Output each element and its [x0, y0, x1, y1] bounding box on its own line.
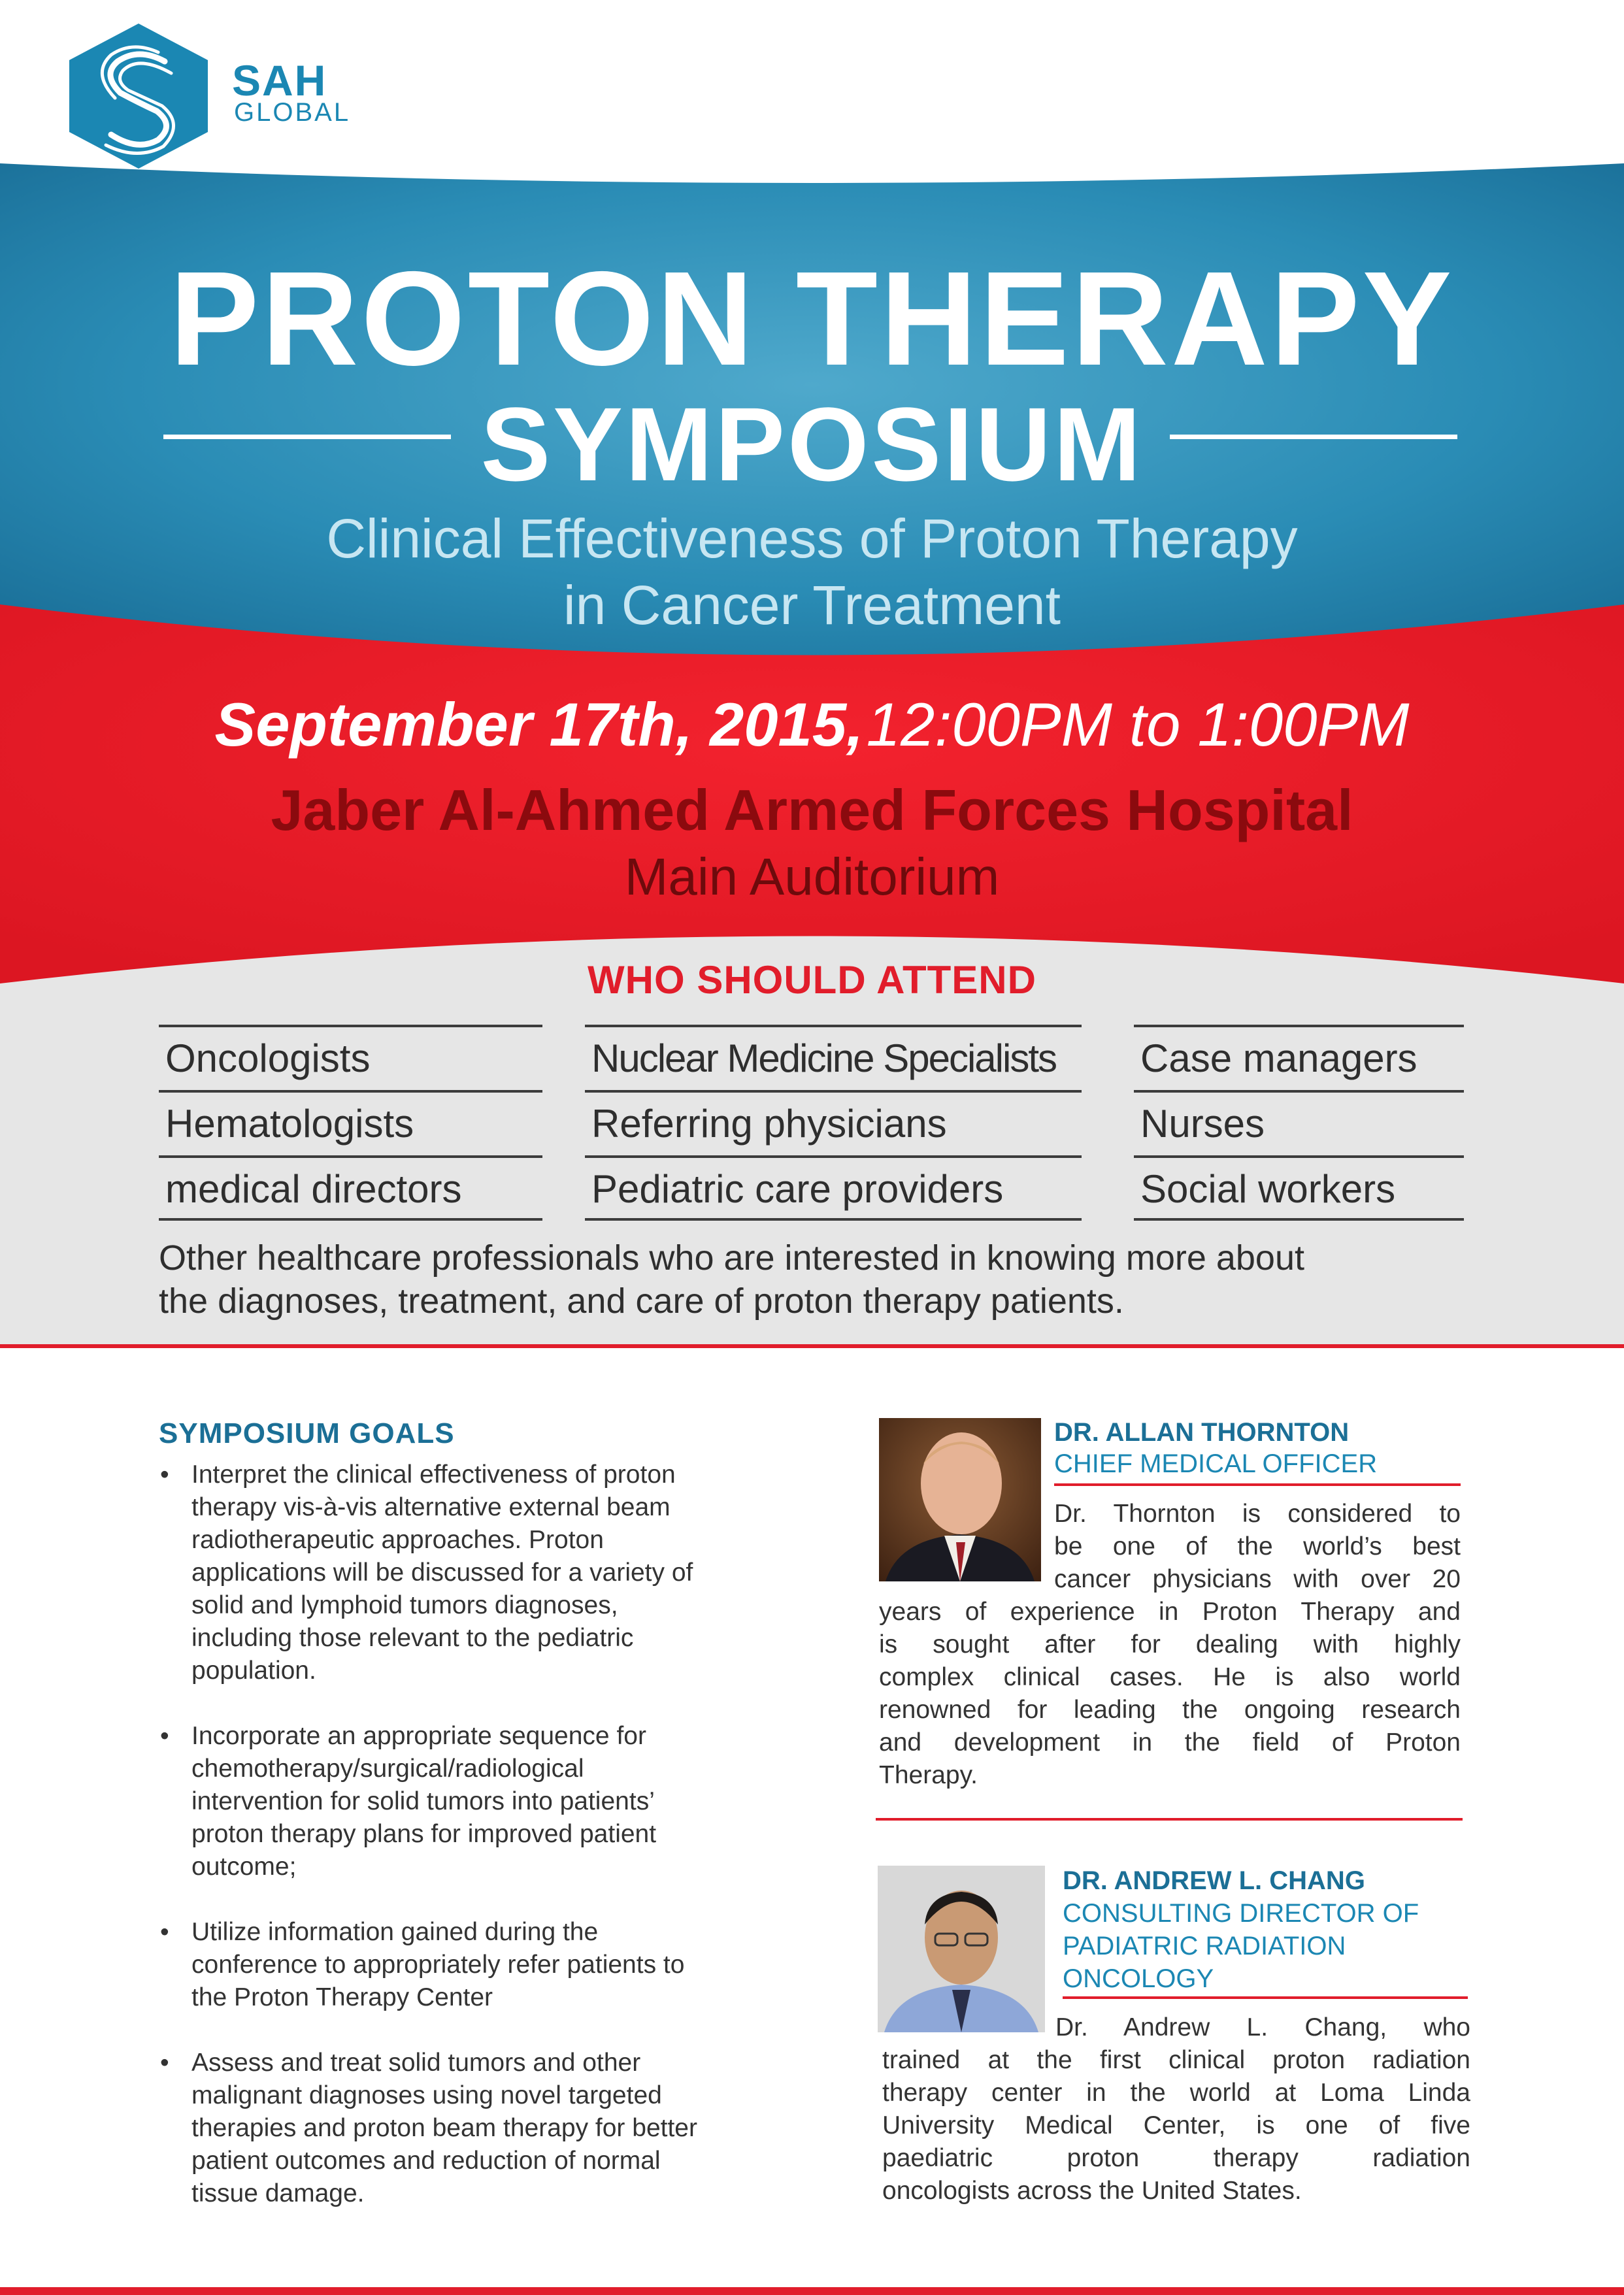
- goal-text-line: proton therapy plans for improved patient: [191, 1820, 657, 1848]
- doctor-bio-line: Dr. Andrew L. Chang, who: [1055, 2013, 1470, 2041]
- attend-item: medical directors: [159, 1155, 542, 1221]
- doctor-bio-line: paediatric proton therapy radiation: [882, 2144, 1470, 2172]
- attend-note-line-1: Other healthcare professionals who are interested in knowing more about: [159, 1238, 1304, 1278]
- doctor-bio-line: renowned for leading the ongoing research: [879, 1696, 1461, 1724]
- attend-item: Social workers: [1134, 1155, 1464, 1221]
- portrait-icon: [878, 1866, 1045, 2032]
- sah-logo-icon: [60, 21, 217, 171]
- doctor-bio-line: be one of the world’s best: [1054, 1532, 1461, 1560]
- goal-text-line: tissue damage.: [191, 2179, 365, 2207]
- doctor-name: DR. ANDREW L. CHANG: [1063, 1866, 1365, 1895]
- doctor-divider: [876, 1818, 1463, 1821]
- goal-text-line: intervention for solid tumors into patients’: [191, 1787, 655, 1815]
- section-divider: [0, 1344, 1624, 1348]
- goal-item: [160, 1720, 814, 1883]
- goal-text-line: Interpret the clinical effectiveness of proton: [191, 1461, 676, 1489]
- brand-sub: GLOBAL: [234, 98, 351, 127]
- page-subtitle: SYMPOSIUM: [480, 386, 1144, 503]
- goal-text-line: conference to appropriately refer patients to: [191, 1951, 685, 1979]
- event-venue: Jaber Al-Ahmed Armed Forces Hospital: [271, 778, 1353, 842]
- doctor-bio-line: therapy center in the world at Loma Linda: [882, 2079, 1470, 2107]
- doctor-bio-line: cancer physicians with over 20: [1054, 1565, 1461, 1593]
- doctor-bio-line: Dr. Thornton is considered to: [1054, 1500, 1461, 1528]
- goal-text-line: therapies and proton beam therapy for better: [191, 2114, 697, 2142]
- doctor-bio-line: trained at the first clinical proton radiation: [882, 2046, 1470, 2074]
- doctor-bio-line: oncologists across the United States.: [882, 2177, 1302, 2205]
- goal-text-line: patient outcomes and reduction of normal: [191, 2147, 661, 2175]
- attend-item: Pediatric care providers: [585, 1155, 1082, 1221]
- goal-text-line: radiotherapeutic approaches. Proton: [191, 1526, 604, 1554]
- doctor-title-rule: [1054, 1483, 1461, 1486]
- event-time: 12:00PM to 1:00PM: [866, 690, 1410, 759]
- goal-item: [160, 1459, 814, 1687]
- goal-item: [160, 2047, 814, 2210]
- tagline-line-2: in Cancer Treatment: [563, 574, 1061, 636]
- portrait-icon: [879, 1418, 1041, 1581]
- attend-item: Nuclear Medicine Specialists: [585, 1025, 1082, 1090]
- attend-column-3: [1134, 1025, 1464, 1221]
- doctor-bio-line: complex clinical cases. He is also world: [879, 1663, 1461, 1691]
- goal-item: [160, 1916, 814, 2014]
- goal-text-line: applications will be discussed for a variety of: [191, 1559, 693, 1587]
- goals-heading: SYMPOSIUM GOALS: [159, 1417, 455, 1449]
- doctor-photo-thornton: [879, 1418, 1041, 1581]
- goal-text-line: outcome;: [191, 1853, 297, 1881]
- goal-text-line: Assess and treat solid tumors and other: [191, 2049, 641, 2077]
- attend-item: Referring physicians: [585, 1090, 1082, 1155]
- event-room: Main Auditorium: [624, 848, 1000, 906]
- goal-text-line: including those relevant to the pediatric: [191, 1624, 634, 1652]
- bullet-icon: •: [160, 1722, 169, 1750]
- goal-text-line: Incorporate an appropriate sequence for: [191, 1722, 646, 1750]
- page-title: PROTON THERAPY: [169, 244, 1455, 393]
- doctor-bio-line: and development in the field of Proton: [879, 1728, 1461, 1757]
- bullet-icon: •: [160, 1461, 169, 1489]
- doctor-title: CONSULTING DIRECTOR OF: [1063, 1899, 1419, 1928]
- doctor-title: ONCOLOGY: [1063, 1964, 1214, 1993]
- goal-text-line: population.: [191, 1657, 316, 1685]
- footer-divider: [0, 2287, 1624, 2295]
- attend-heading: WHO SHOULD ATTEND: [588, 958, 1036, 1002]
- brand-name: SAH: [232, 56, 327, 105]
- goal-text-line: therapy vis-à-vis alternative external beam: [191, 1493, 671, 1521]
- attend-item: Nurses: [1134, 1090, 1464, 1155]
- tagline-line-1: Clinical Effectiveness of Proton Therapy: [326, 508, 1298, 569]
- title-rule-right: [1170, 435, 1457, 439]
- doctor-photo-chang: [878, 1866, 1045, 2032]
- bullet-icon: •: [160, 2049, 169, 2077]
- event-date: September 17th, 2015,: [214, 690, 864, 759]
- attend-note-line-2: the diagnoses, treatment, and care of proton therapy patients.: [159, 1281, 1124, 1321]
- goal-text-line: chemotherapy/surgical/radiological: [191, 1755, 584, 1783]
- goal-text-line: Utilize information gained during the: [191, 1918, 599, 1946]
- attend-item: Hematologists: [159, 1090, 542, 1155]
- doctor-bio-line: is sought after for dealing with highly: [879, 1630, 1461, 1659]
- doctor-title: PADIATRIC RADIATION: [1063, 1932, 1346, 1960]
- doctor-bio-line: University Medical Center, is one of five: [882, 2111, 1470, 2139]
- event-date-time: [0, 690, 1624, 759]
- attend-item: Case managers: [1134, 1025, 1464, 1090]
- bullet-icon: •: [160, 1918, 169, 1946]
- attend-column-2: [585, 1025, 1082, 1221]
- doctor-bio-line: years of experience in Proton Therapy and: [879, 1598, 1461, 1626]
- attend-item: Oncologists: [159, 1025, 542, 1090]
- doctor-name: DR. ALLAN THORNTON: [1054, 1418, 1350, 1447]
- doctor-title-rule: [1063, 1996, 1468, 1999]
- attend-column-1: [159, 1025, 542, 1221]
- doctor-bio-line: Therapy.: [879, 1761, 978, 1789]
- doctor-title: CHIEF MEDICAL OFFICER: [1054, 1449, 1378, 1478]
- goal-text-line: malignant diagnoses using novel targeted: [191, 2081, 662, 2109]
- goal-text-line: solid and lymphoid tumors diagnoses,: [191, 1591, 618, 1619]
- goal-text-line: the Proton Therapy Center: [191, 1983, 493, 2011]
